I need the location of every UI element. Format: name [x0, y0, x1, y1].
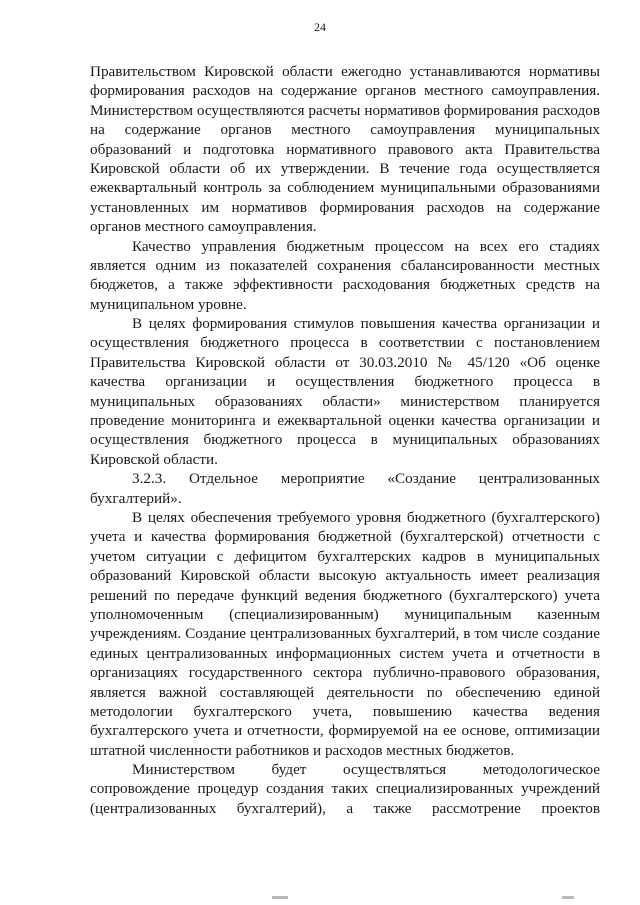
- text-line: Министерством осуществляются расчеты нормативов формирования расходов: [90, 101, 600, 119]
- text-line: учета и качества формирования бюджетной (бухгалтерской) отчетности с: [90, 528, 600, 546]
- text-line: Кировской области об их утверждении. В течение года осуществляется: [90, 159, 600, 177]
- text-line: Правительства Кировской области от 30.03.2010 № 45/120 «Об оценке: [90, 353, 600, 371]
- text-line: сопровождение процедур создания таких специализированных учреждений: [90, 780, 600, 798]
- text-line: формирования расходов на содержание органов местного самоуправления.: [90, 82, 600, 100]
- text-line: образований Кировской области высокую актуальность имеет реализация: [90, 567, 600, 585]
- text-line: осуществления бюджетного процесса в муниципальных образованиях: [90, 431, 600, 449]
- text-line: бухгалтерского учета и отчетности, формируемой на ее основе, оптимизации: [90, 722, 600, 740]
- text-line: бюджетов, а также эффективности расходования бюджетных средств на: [90, 276, 600, 294]
- text-line: Качество управления бюджетным процессом на всех его стадиях: [132, 237, 600, 255]
- text-line: муниципальном уровне.: [90, 295, 247, 313]
- text-line: организациях государственного сектора публично-правового образования,: [90, 664, 600, 682]
- text-line: является одним из показателей сохранения сбалансированности местных: [90, 256, 600, 274]
- text-line: 3.2.3. Отдельное мероприятие «Создание централизованных: [132, 470, 600, 488]
- text-line: Министерством будет осуществляться методологическое: [132, 761, 600, 779]
- text-line: установленных им нормативов формирования расходов на содержание: [90, 198, 600, 216]
- text-line: методологии бухгалтерского учета, повышению качества ведения: [90, 702, 600, 720]
- scan-artifact-right: [562, 896, 574, 899]
- text-line: (централизованных бухгалтерий), а также рассмотрение проектов: [90, 799, 600, 817]
- text-line: учреждениям. Создание централизованных бухгалтерий, в том числе создание: [90, 625, 600, 643]
- text-line: органов местного самоуправления.: [90, 218, 317, 236]
- text-line: В целях обеспечения требуемого уровня бюджетного (бухгалтерского): [132, 508, 600, 526]
- text-line: бухгалтерий».: [90, 489, 182, 507]
- text-line: на содержание органов местного самоуправления муниципальных: [90, 121, 600, 139]
- text-line: ежеквартальный контроль за соблюдением муниципальными образованиями: [90, 179, 600, 197]
- text-line: качества организации и осуществления бюджетного процесса в: [90, 373, 600, 391]
- text-line: решений по передаче функций ведения бюджетного (бухгалтерского) учета: [90, 586, 600, 604]
- text-line: Правительством Кировской области ежегодно устанавливаются нормативы: [90, 63, 600, 80]
- text-line: образований и подготовка нормативного правового акта Правительства: [90, 140, 600, 158]
- text-line: В целях формирования стимулов повышения качества организации и: [132, 315, 600, 333]
- text-line: является важной составляющей деятельности по обеспечению единой: [90, 683, 600, 701]
- scan-artifact-left: [272, 896, 288, 899]
- text-line: штатной численности работников и расходов местных бюджетов.: [90, 741, 515, 759]
- page-number: 24: [314, 20, 326, 34]
- text-line: осуществления бюджетного процесса в соответствии с постановлением: [90, 334, 600, 352]
- text-line: Кировской области.: [90, 450, 218, 468]
- text-line: уполномоченным (специализированным) муниципальным казенным: [90, 605, 600, 623]
- text-line: муниципальных образованиях области» министерством планируется: [90, 392, 600, 410]
- text-line: учетом ситуации с дефицитом бухгалтерских кадров в муниципальных: [90, 547, 600, 565]
- text-line: единых централизованных информационных систем учета и отчетности в: [90, 644, 600, 662]
- document-body: [90, 62, 600, 818]
- text-line: проведение мониторинга и ежеквартальной оценки качества организации и: [90, 412, 600, 430]
